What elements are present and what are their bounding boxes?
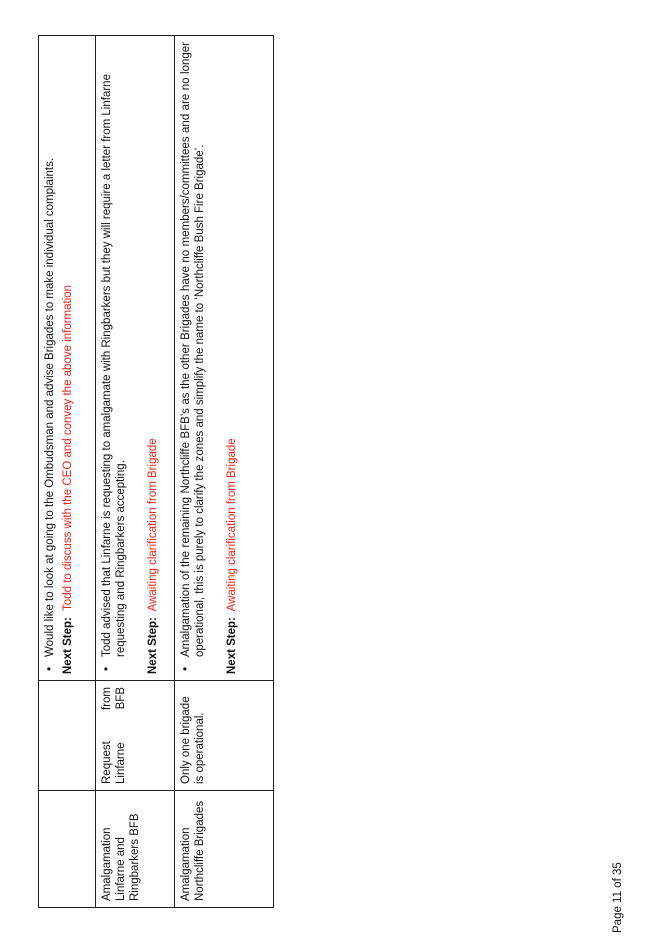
next-step-label: Next Step: [226,617,238,674]
next-step-text: Awaiting clarification from Brigade [226,438,238,612]
discussion-cell [175,36,274,681]
discussion-cell [96,36,175,681]
item-cell: Amalgamation Linfarne and Ringbarkers BFB [96,791,175,908]
table-row [96,36,175,908]
detail-cell: Only one brigade is operational. [175,681,274,791]
next-step-label: Next Step: [62,617,74,674]
table-row [175,36,274,908]
minutes-table [38,35,274,908]
detail-cell: Request from Linfarne BFB [96,681,175,791]
next-step [225,42,239,674]
next-step-label: Next Step: [147,617,159,674]
detail-cell [39,681,96,791]
bullet-item: • Amalgamation of the remaining Northcliffe BFB’s as the other Brigades have no members/committees and are no longer operational, this is purely to clarify the zones and simplify the name to ‘Northcliffe Bush Fire Brigade’. [179,42,207,674]
discussion-cell [39,36,96,681]
next-step [61,42,75,674]
page-number: Page 11 of 35 [612,862,624,933]
item-cell [39,791,96,908]
item-cell: Amalgamation Northcliffe Brigades [175,791,274,908]
next-step-text: Todd to discuss with the CEO and convey the above information [62,284,74,611]
next-step-text: Awaiting clarification from Brigade [147,438,159,612]
bullet-item: • Todd advised that Linfarne is requesting to amalgamate with Ringbarkers but they will require a letter from Linfarne requesting and Ringbarkers accepting. [100,42,128,674]
next-step [146,42,160,674]
table-row [39,36,96,908]
bullet-item: • Would like to look at going to the Ombudsman and advise Brigades to make individual complaints. [43,42,57,674]
